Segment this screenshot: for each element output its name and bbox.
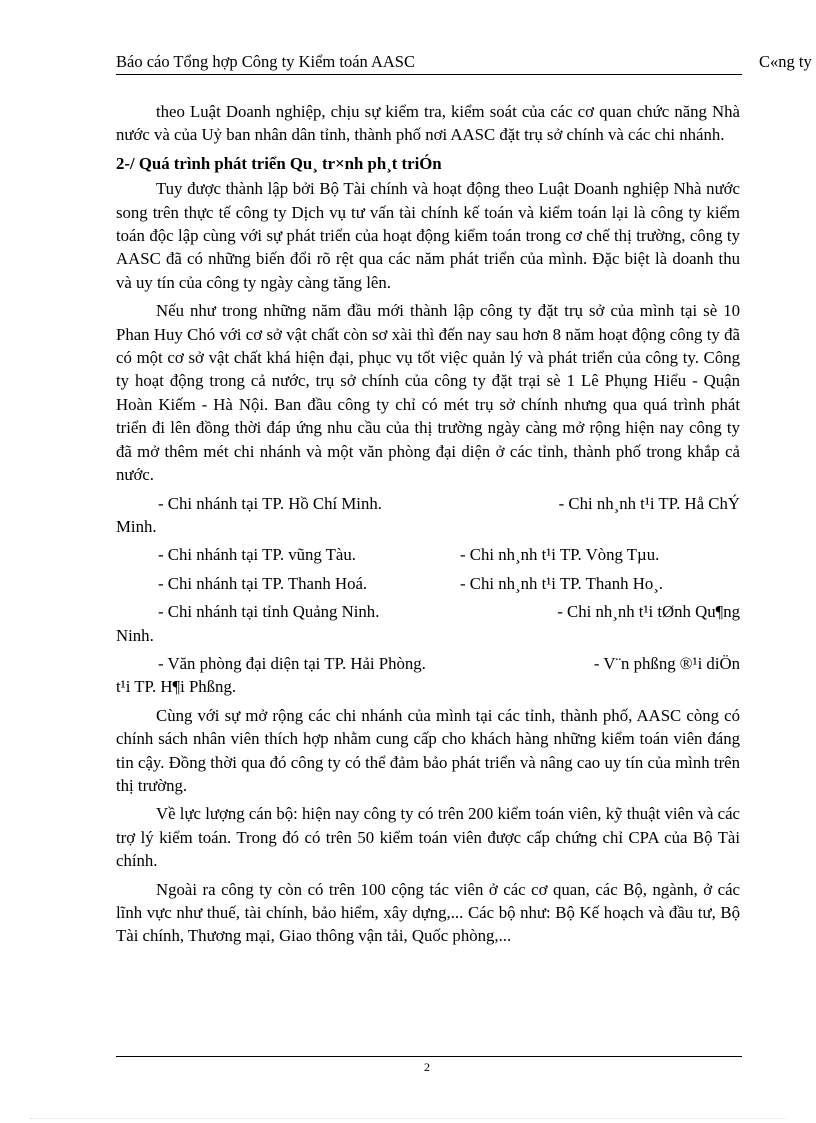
branch-label-garbled: - Chi nh¸nh t¹i TP. Vòng Tµu. bbox=[460, 545, 660, 565]
branch-label-garbled: - V¨n phßng ®¹i diÖn bbox=[593, 653, 740, 673]
page-number: 2 bbox=[424, 1060, 430, 1074]
branch-label: - Chi nhánh tại TP. Hồ Chí Minh. bbox=[158, 493, 382, 513]
paragraph-intro: theo Luật Doanh nghiệp, chịu sự kiểm tra, kiểm soát của các cơ quan chức năng Nhà nước và của Uỷ ban nhân dân tỉnh, thành phố nơi AASC đặt trụ sở chính và các chi nhánh. bbox=[116, 102, 740, 145]
branch-item bbox=[116, 492, 740, 539]
paragraph-staff-policy: Cùng với sự mở rộng các chi nhánh của mình tại các tỉnh, thành phố, AASC còng có chính sách nhân viên thích hợp nhằm cung cấp cho khách hàng những kiểm toán viên đáng tin cậy. Đồng thời qua đó công ty có thể đảm bảo phát triển và nâng cao uy tín của mình trên thị trường. bbox=[116, 705, 740, 795]
branch-label-garbled: - Chi nh¸nh t¹i TP. Hå ChÝ bbox=[558, 493, 740, 513]
branch-continuation: Minh. bbox=[116, 516, 157, 536]
paragraph-staff-count: Về lực lượng cán bộ: hiện nay công ty có trên 200 kiểm toán viên, kỹ thuật viên và các trợ lý kiểm toán. Trong đó có trên 50 kiểm toán viên được cấp chứng chỉ CPA của Bộ Tài chính. bbox=[116, 804, 740, 871]
branch-label-garbled: - Chi nh¸nh t¹i TP. Thanh Ho¸. bbox=[460, 573, 663, 593]
branch-item bbox=[116, 652, 740, 699]
document-body bbox=[116, 100, 740, 953]
page-bottom-dotted-rule bbox=[30, 1118, 786, 1119]
section-heading: 2-/ Quá trình phát triển Qu¸ tr×nh ph¸t triÓn bbox=[116, 153, 442, 173]
branch-item bbox=[116, 543, 740, 566]
header-title: Báo cáo Tổng hợp Công ty Kiểm toán AASC bbox=[116, 52, 415, 71]
branch-continuation: t¹i TP. H¶i Phßng. bbox=[116, 677, 237, 697]
branch-label: - Chi nhánh tại TP. vũng Tàu. bbox=[158, 545, 356, 565]
paragraph-headquarters: Nếu như trong những năm đầu mới thành lập công ty đặt trụ sở của mình tại sè 10 Phan Huy Chó với cơ sở vật chất còn sơ xài thì đến nay sau hơn 8 năm hoạt động công ty đã có một cơ sở vật chất khá hiện đại, phục vụ tốt việc quản lý và phát triển của công ty. Công ty hoạt động trong cả nước, trụ sở chính của công ty đặt trại sè 1 Lê Phụng Hiểu - Quận Hoàn Kiếm - Hà Nội. Ban đầu công ty chỉ có mét trụ sở chính nhưng qua quá trình phát triển đi lên đồng thời đáp ứng nhu cầu của thị trường ngày càng mở rộng hiện nay công ty đã mở thêm mét chi nhánh và một văn phòng đại diện ở các tỉnh, thành phố trong khắp cả nước. bbox=[116, 301, 740, 485]
branch-label-garbled: - Chi nh¸nh t¹i tØnh Qu¶ng bbox=[557, 602, 740, 622]
footer-rule bbox=[116, 1056, 742, 1057]
branch-label: - Chi nhánh tại TP. Thanh Hoá. bbox=[158, 573, 368, 593]
paragraph-establishment: Tuy được thành lập bởi Bộ Tài chính và hoạt động theo Luật Doanh nghiệp Nhà nước song trên thực tế công ty Dịch vụ tư vấn tài chính kế toán và kiểm toán lại là công ty kiểm toán độc lập cùng với sự phát triển của hoạt động kiểm toán trong cơ chế thị trường, công ty AASC đã có những biến đổi rõ rệt qua các năm phát triển của mình. Đặc biệt là doanh thu và uy tín của công ty ngày càng tăng lên. bbox=[116, 179, 740, 292]
branch-item bbox=[116, 572, 740, 595]
page-header bbox=[116, 48, 742, 75]
header-right-fragment: C«ng ty bbox=[759, 52, 812, 71]
branch-label: - Văn phòng đại diện tại TP. Hải Phòng. bbox=[158, 653, 426, 673]
branch-continuation: Ninh. bbox=[116, 625, 154, 645]
branch-item bbox=[116, 600, 740, 647]
paragraph-collaborators: Ngoài ra công ty còn có trên 100 cộng tác viên ở các cơ quan, các Bộ, ngành, ở các lĩnh vực như thuế, tài chính, bảo hiểm, xây dựng,... Các bộ như: Bộ Kế hoạch và đầu tư, Bộ Tài chính, Thương mại, Giao thông vận tải, Quốc phòng,... bbox=[116, 879, 740, 946]
branch-label: - Chi nhánh tại tỉnh Quảng Ninh. bbox=[158, 602, 380, 622]
